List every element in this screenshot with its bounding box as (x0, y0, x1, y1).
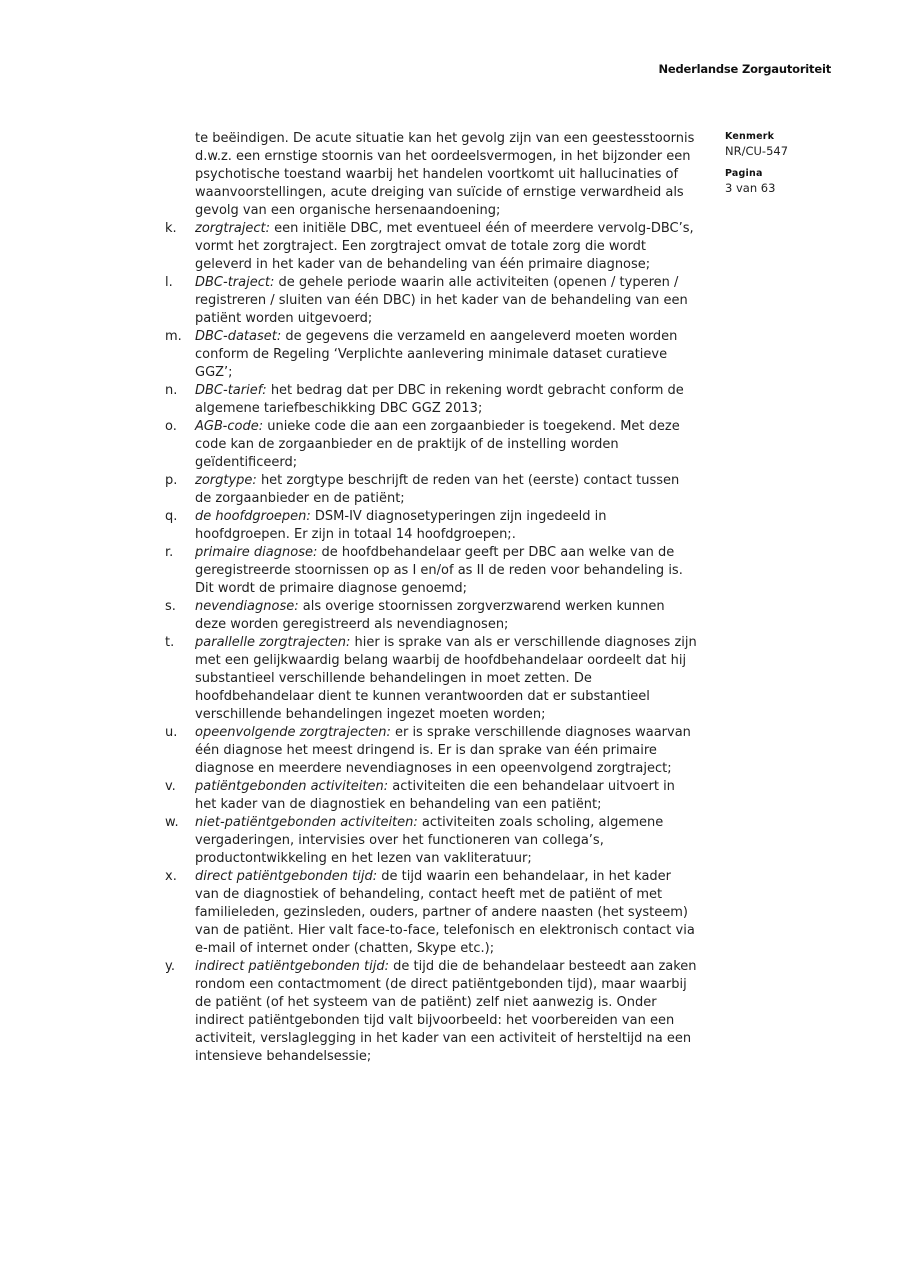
pagina-label: Pagina (725, 168, 763, 179)
item-letter: n. (165, 383, 178, 398)
item-letter: u. (165, 725, 178, 740)
item-definition: de tijd waarin een behandelaar, in het kader van de diagnostiek of behandeling, contact heeft met de patiënt of met familieleden, gezinsleden, ouders, partner of andere naasten (het systeem) van de patiënt. Hier valt face-to-face, telefonisch en elektronisch contact via e-mail of internet onder (chatten, Skype etc.); (195, 869, 695, 956)
item-text (195, 472, 697, 508)
item-definition: unieke code die aan een zorgaanbieder is toegekend. Met deze code kan de zorgaanbieder en de praktijk of de instelling worden geïdentificeerd; (195, 419, 680, 470)
definition-item (165, 778, 697, 814)
item-text (195, 778, 697, 814)
item-term: primaire diagnose: (195, 545, 322, 560)
item-term: opeenvolgende zorgtrajecten: (195, 725, 395, 740)
item-definition: het zorgtype beschrijft de reden van het (eerste) contact tussen de zorgaanbieder en de patiënt; (195, 473, 680, 506)
pagina-group (725, 168, 875, 195)
item-term: zorgtraject: (195, 221, 275, 236)
item-text (195, 724, 697, 778)
item-definition: er is sprake verschillende diagnoses waarvan één diagnose het meest dringend is. Er is dan sprake van één primaire diagnose en meerdere nevendiagnoses in een opeenvolgend zorgtraject; (195, 725, 691, 776)
item-definition: een initiële DBC, met eventueel één of meerdere vervolg-DBC’s, vormt het zorgtraject. Een zorgtraject omvat de totale zorg die wordt geleverd in het kader van de behandeling van één primaire diagnose; (195, 221, 694, 272)
org-wordmark: Nederlandse Zorgautoriteit (658, 62, 831, 76)
item-text (195, 598, 697, 634)
item-text (195, 220, 697, 274)
item-text (195, 382, 697, 418)
definition-item (165, 274, 697, 328)
definition-item (165, 472, 697, 508)
item-text (195, 868, 697, 958)
item-definition: activiteiten die een behandelaar uitvoert in het kader van de diagnostiek en behandeling van een patiënt; (195, 779, 675, 812)
item-text (195, 544, 697, 598)
item-text (195, 274, 697, 328)
item-letter: t. (165, 635, 175, 650)
item-letter: v. (165, 779, 176, 794)
definition-item (165, 508, 697, 544)
item-letter: r. (165, 545, 174, 560)
item-text (195, 328, 697, 382)
kenmerk-group (725, 131, 875, 158)
item-term: direct patiëntgebonden tijd: (195, 869, 382, 884)
definition-item (165, 634, 697, 724)
item-definition: activiteiten zoals scholing, algemene vergaderingen, intervisies over het functioneren van collega’s, productontwikkeling en het lezen van vakliteratuur; (195, 815, 664, 866)
definition-item (165, 382, 697, 418)
item-letter: l. (165, 275, 173, 290)
item-term: DBC-tarief: (195, 383, 271, 398)
item-definition: de gegevens die verzameld en aangeleverd moeten worden conform de Regeling ‘Verplichte aanlevering minimale dataset curatieve GGZ’; (195, 329, 678, 380)
definition-item (165, 868, 697, 958)
item-letter: k. (165, 221, 177, 236)
intro-paragraph: te beëindigen. De acute situatie kan het gevolg zijn van een geestesstoornis d.w.z. een ernstige stoornis van het oordeelsvermogen, in het bijzonder een psychotische toestand waarbij het handelen voortkomt uit hallucinaties of waanvoorstellingen, acute dreiging van suïcide of ernstige verwardheid als gevolg van een organische hersenaandoening; (195, 131, 695, 218)
definition-item (165, 418, 697, 472)
item-letter: p. (165, 473, 178, 488)
item-term: DBC-dataset: (195, 329, 286, 344)
item-letter: y. (165, 959, 175, 974)
item-term: parallelle zorgtrajecten: (195, 635, 355, 650)
item-term: nevendiagnose: (195, 599, 303, 614)
item-term: patiëntgebonden activiteiten: (195, 779, 393, 794)
definition-item (165, 544, 697, 598)
item-term: niet-patiëntgebonden activiteiten: (195, 815, 422, 830)
definition-item (165, 220, 697, 274)
item-definition: hier is sprake van als er verschillende diagnoses zijn met een gelijkwaardig belang waarbij de hoofdbehandelaar oordeelt dat hij substantieel verschillende behandelingen in moet zetten. De hoofdbehandelaar dient te kunnen verantwoorden dat er substantieel verschillende behandelingen ingezet moeten worden; (195, 635, 697, 722)
kenmerk-label: Kenmerk (725, 131, 775, 142)
item-letter: q. (165, 509, 178, 524)
item-definition: de tijd die de behandelaar besteedt aan zaken rondom een contactmoment (de direct patiëntgebonden tijd), maar waarbij de patiënt (of het systeem van de patiënt) zelf niet aanwezig is. Onder indirect patiëntgebonden tijd valt bijvoorbeeld: het voorbereiden van een activiteit, verslaglegging in het kader van een activiteit of hersteltijd na een intensieve behandelsessie; (195, 959, 697, 1064)
definition-item (165, 598, 697, 634)
item-definition: de hoofdbehandelaar geeft per DBC aan welke van de geregistreerde stoornissen op as I en/of as II de reden voor behandeling is. Dit wordt de primaire diagnose genoemd; (195, 545, 683, 596)
item-definition: als overige stoornissen zorgverzwarend werken kunnen deze worden geregistreerd als nevendiagnosen; (195, 599, 665, 632)
item-term: zorgtype: (195, 473, 261, 488)
body-text (165, 130, 697, 1066)
definition-item (165, 814, 697, 868)
item-term: DBC-traject: (195, 275, 279, 290)
definition-item (165, 958, 697, 1066)
item-definition: de gehele periode waarin alle activiteiten (openen / typeren / registreren / sluiten van één DBC) in het kader van de behandeling van een patiënt worden uitgevoerd; (195, 275, 688, 326)
item-letter: x. (165, 869, 177, 884)
item-letter: s. (165, 599, 176, 614)
item-text (195, 634, 697, 724)
item-text (195, 508, 697, 544)
definition-list (165, 220, 697, 1066)
item-text (195, 418, 697, 472)
kenmerk-value: NR/CU-547 (725, 144, 789, 158)
item-term: de hoofdgroepen: (195, 509, 315, 524)
item-letter: o. (165, 419, 177, 434)
item-term: indirect patiëntgebonden tijd: (195, 959, 394, 974)
definition-item (165, 724, 697, 778)
item-letter: w. (165, 815, 179, 830)
item-term: AGB-code: (195, 419, 268, 434)
pagina-value: 3 van 63 (725, 181, 776, 195)
definition-item (165, 328, 697, 382)
meta-block (725, 131, 875, 205)
item-definition: DSM-IV diagnosetyperingen zijn ingedeeld in hoofdgroepen. Er zijn in totaal 14 hoofdgroepen;. (195, 509, 607, 542)
item-definition: het bedrag dat per DBC in rekening wordt gebracht conform de algemene tariefbeschikking DBC GGZ 2013; (195, 383, 684, 416)
item-text (195, 958, 697, 1066)
item-text (195, 814, 697, 868)
item-letter: m. (165, 329, 182, 344)
